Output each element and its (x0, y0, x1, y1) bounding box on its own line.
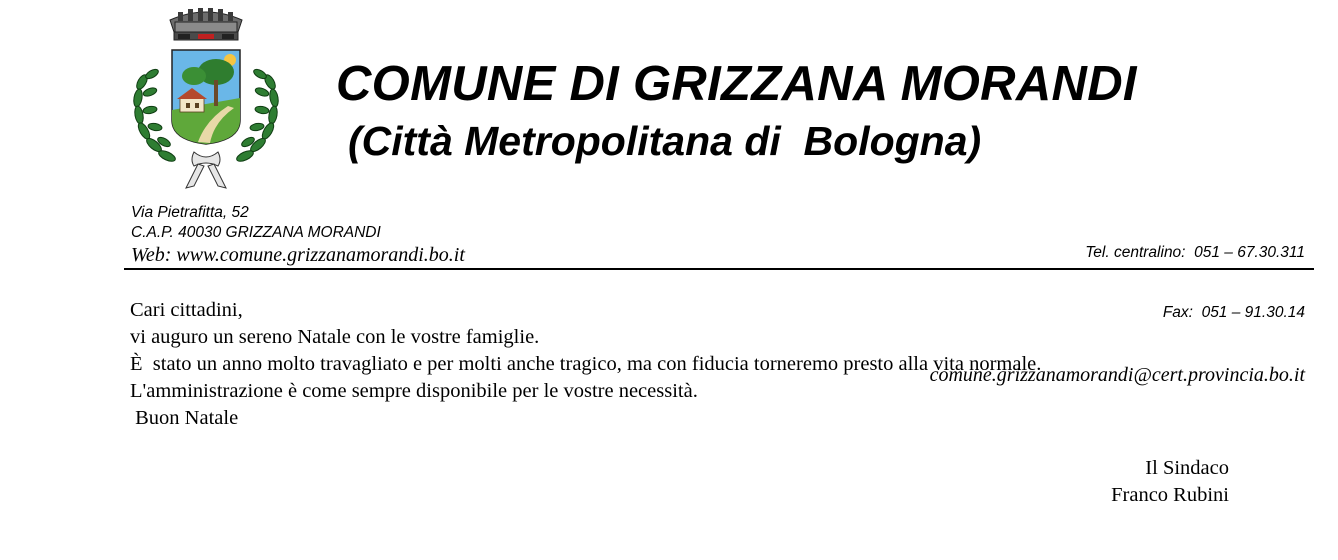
telephone-number: Tel. centralino: 051 – 67.30.311 (1085, 244, 1305, 261)
laurel-wreath-icon (132, 67, 176, 163)
email-link[interactable]: comune.grizzanamorandi@cert.provincia.bo.it (929, 364, 1305, 386)
signature-role: Il Sindaco (1145, 457, 1229, 479)
letter-line: L'amministrazione è come sempre disponibile per le vostre necessità. (130, 380, 698, 402)
website-link[interactable]: Web: www.comune.grizzanamorandi.bo.it (131, 244, 465, 266)
letter-line: Cari cittadini, (130, 299, 243, 321)
signature-block (1111, 455, 1229, 509)
crown-icon (170, 8, 242, 40)
shield-icon (172, 50, 240, 144)
address-block (131, 203, 465, 267)
municipality-title: COMUNE DI GRIZZANA MORANDI (336, 57, 1137, 111)
ribbon-icon (186, 152, 226, 188)
letter-line: Buon Natale (130, 407, 239, 429)
letter-body (130, 297, 1041, 432)
fax-number: Fax: 051 – 91.30.14 (1162, 304, 1305, 321)
letter-line: vi auguro un sereno Natale con le vostre famiglie. (130, 326, 540, 348)
postal-code: C.A.P. 40030 GRIZZANA MORANDI (131, 224, 381, 241)
header-divider (124, 268, 1314, 270)
letter-line: È stato un anno molto travagliato e per molti anche tragico, ma con fiducia torneremo presto alla vita normale. (130, 353, 1042, 375)
municipal-coat-of-arms-icon (128, 2, 284, 194)
street-address: Via Pietrafitta, 52 (131, 204, 249, 221)
municipality-subtitle: (Città Metropolitana di Bologna) (348, 118, 982, 164)
signature-name: Franco Rubini (1111, 484, 1229, 506)
